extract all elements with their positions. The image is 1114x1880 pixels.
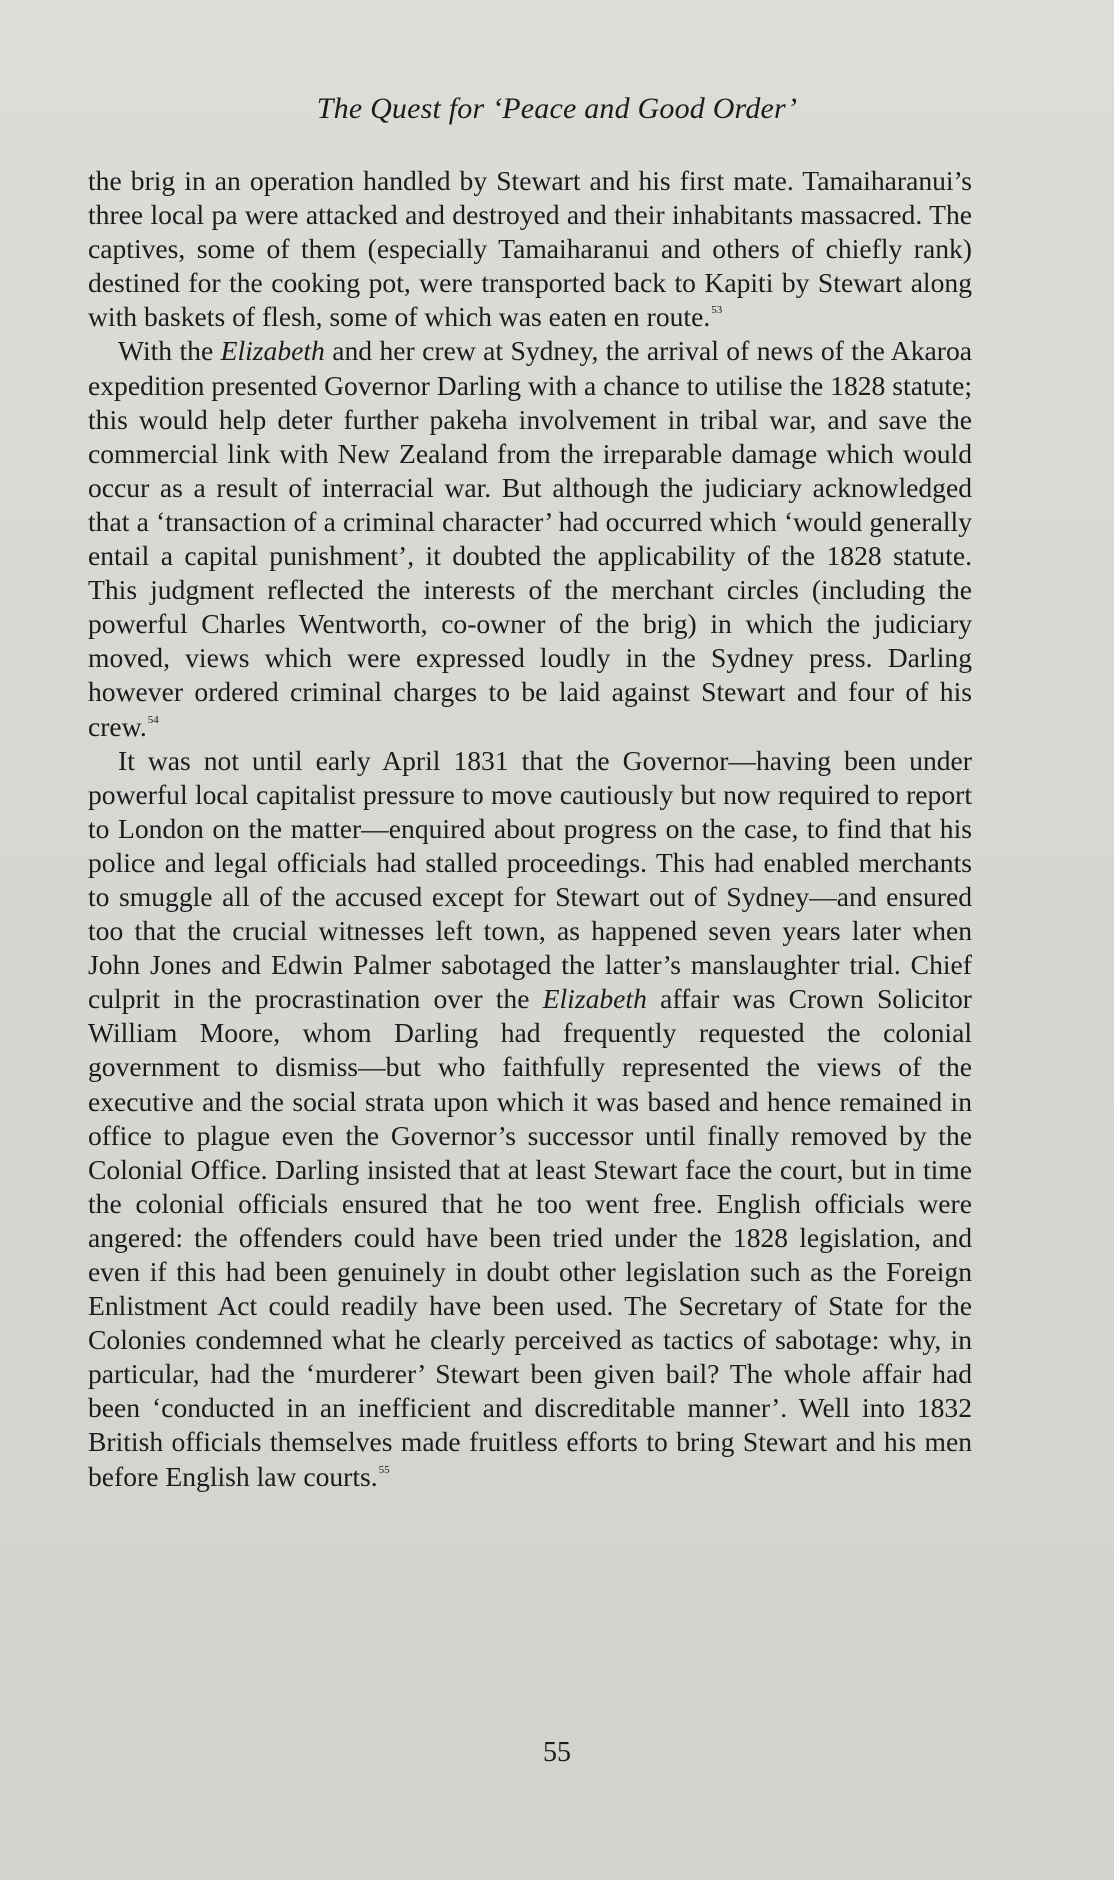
ship-name-elizabeth: Elizabeth [542,983,647,1015]
ship-name-elizabeth: Elizabeth [220,335,325,367]
paragraph-3 [88,744,972,1494]
paragraph-1 [88,164,972,334]
paragraph-2-text-a: With the [118,335,221,367]
page-number: 55 [543,1737,571,1768]
paragraph-2 [88,334,972,743]
footnote-ref-54[interactable]: 54 [147,713,159,726]
footnote-ref-53[interactable]: 53 [711,304,723,317]
body-text [88,164,972,1494]
paragraph-3-text-b: affair was Crown Solicitor William Moore, whom Darling had frequently requested the colonial government to dismiss—but who faithfully represented the views of the executive and the social strata upon which it was based and hence remained in office to plague even the Governor’s successor until finally removed by the Colonial Office. Darling insisted that at least Stewart face the court, but in time the colonial officials ensured that he too went free. English officials were angered: the offenders could have been tried under the 1828 legislation, and even if this had been genuinely in doubt other legislation such as the Foreign Enlistment Act could readily have been used. The Secretary of State for the Colonies condemned what he clearly perceived as tactics of sabotage: why, in particular, had the ‘murderer’ Stewart been given bail? The whole affair had been ‘conducted in an inefficient and discreditable manner’. Well into 1832 British officials themselves made fruitless efforts to bring Stewart and his men before English law courts. [88,983,972,1492]
running-head: The Quest for ‘Peace and Good Order’ [316,92,798,125]
paragraph-3-text-a: It was not until early April 1831 that the Governor—having been under powerful local capitalist pressure to move cautiously but now required to report to London on the matter—enquired about progress on the case, to find that his police and legal officials had stalled proceedings. This had enabled merchants to smuggle all of the accused except for Stewart out of Sydney—and ensured too that the crucial witnesses left town, as happened seven years later when John Jones and Edwin Palmer sabotaged the latter’s manslaughter trial. Chief culprit in the procrastination over the [88,744,972,1015]
paragraph-1-text: the brig in an operation handled by Stewart and his first mate. Tamaiharanui’s three local pa were attacked and destroyed and their inhabitants massacred. The captives, some of them (especially Tamaiharanui and others of chiefly rank) destined for the cooking pot, were transported back to Kapiti by Stewart along with baskets of flesh, some of which was eaten en route. [88,165,972,333]
paragraph-2-text-b: and her crew at Sydney, the arrival of news of the Akaroa expedition presented Governor Darling with a chance to utilise the 1828 statute; this would help deter further pakeha involvement in tribal war, and save the commercial link with New Zealand from the irreparable damage which would occur as a result of interracial war. But although the judiciary acknowledged that a ‘transaction of a criminal character’ had occurred which ‘would generally entail a capital punishment’, it doubted the applicability of the 1828 statute. This judgment reflected the interests of the merchant circles (including the powerful Charles Wentworth, co-owner of the brig) in which the judiciary moved, views which were expressed loudly in the Sydney press. Darling however ordered criminal charges to be laid against Stewart and four of his crew. [88,335,973,742]
footnote-ref-55[interactable]: 55 [378,1463,390,1476]
